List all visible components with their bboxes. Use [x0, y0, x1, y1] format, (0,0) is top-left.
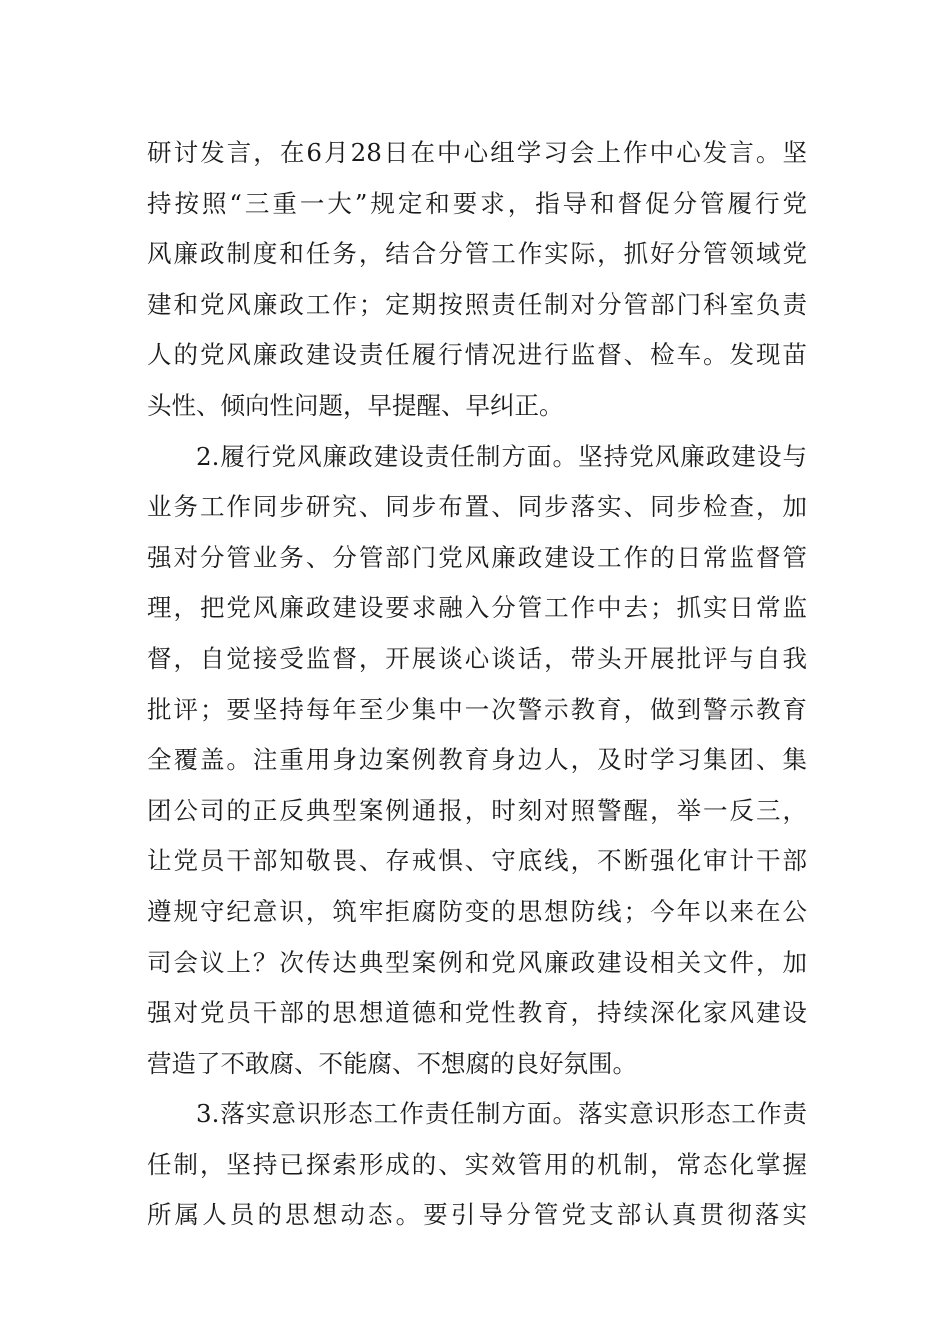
text-line: 全覆盖。注重用身边案例教育身边人，及时学习集团、集 — [147, 745, 807, 775]
text-line: 3.落实意识形态工作责任制方面。落实意识形态工作责 — [196, 1099, 807, 1129]
text-line: 理，把党风廉政建设要求融入分管工作中去；抓实日常监 — [147, 593, 807, 623]
text-line: 团公司的正反典型案例通报，时刻对照警醒，举一反三， — [147, 795, 807, 825]
text-line: 营造了不敢腐、不能腐、不想腐的良好氛围。 — [147, 1048, 637, 1078]
text-line: 2.履行党风廉政建设责任制方面。坚持党风廉政建设与 — [196, 441, 807, 471]
text-line: 任制，坚持已探索形成的、实效管用的机制，常态化掌握 — [147, 1149, 807, 1179]
text-line: 遵规守纪意识，筑牢拒腐防变的思想防线；今年以来在公 — [147, 896, 807, 926]
text-line: 所属人员的思想动态。要引导分管党支部认真贯彻落实 — [147, 1200, 807, 1230]
body-text — [147, 128, 807, 1241]
text-line: 督，自觉接受监督，开展谈心谈话，带头开展批评与自我 — [147, 643, 807, 673]
text-line: 研讨发言，在6月28日在中心组学习会上作中心发言。坚 — [147, 138, 807, 167]
text-line: 风廉政制度和任务，结合分管工作实际，抓好分管领域党 — [147, 239, 807, 269]
text-line: 批评；要坚持每年至少集中一次警示教育，做到警示教育 — [147, 694, 807, 724]
text-line: 头性、倾向性问题，早提醒、早纠正。 — [147, 390, 564, 420]
text-line: 持按照“三重一大”规定和要求，指导和督促分管履行党 — [147, 188, 807, 218]
text-line: 强对党员干部的思想道德和党性教育，持续深化家风建设 — [147, 998, 807, 1028]
text-line: 让党员干部知敬畏、存戒惧、守底线，不断强化审计干部 — [147, 846, 807, 876]
text-line: 业务工作同步研究、同步布置、同步落实、同步检查，加 — [147, 492, 807, 522]
text-line: 人的党风廉政建设责任履行情况进行监督、检车。发现苗 — [147, 340, 807, 370]
text-line: 强对分管业务、分管部门党风廉政建设工作的日常监督管 — [147, 542, 807, 572]
text-line: 司会议上？次传达典型案例和党风廉政建设相关文件，加 — [147, 947, 807, 977]
text-line: 建和党风廉政工作；定期按照责任制对分管部门科室负责 — [147, 289, 807, 319]
